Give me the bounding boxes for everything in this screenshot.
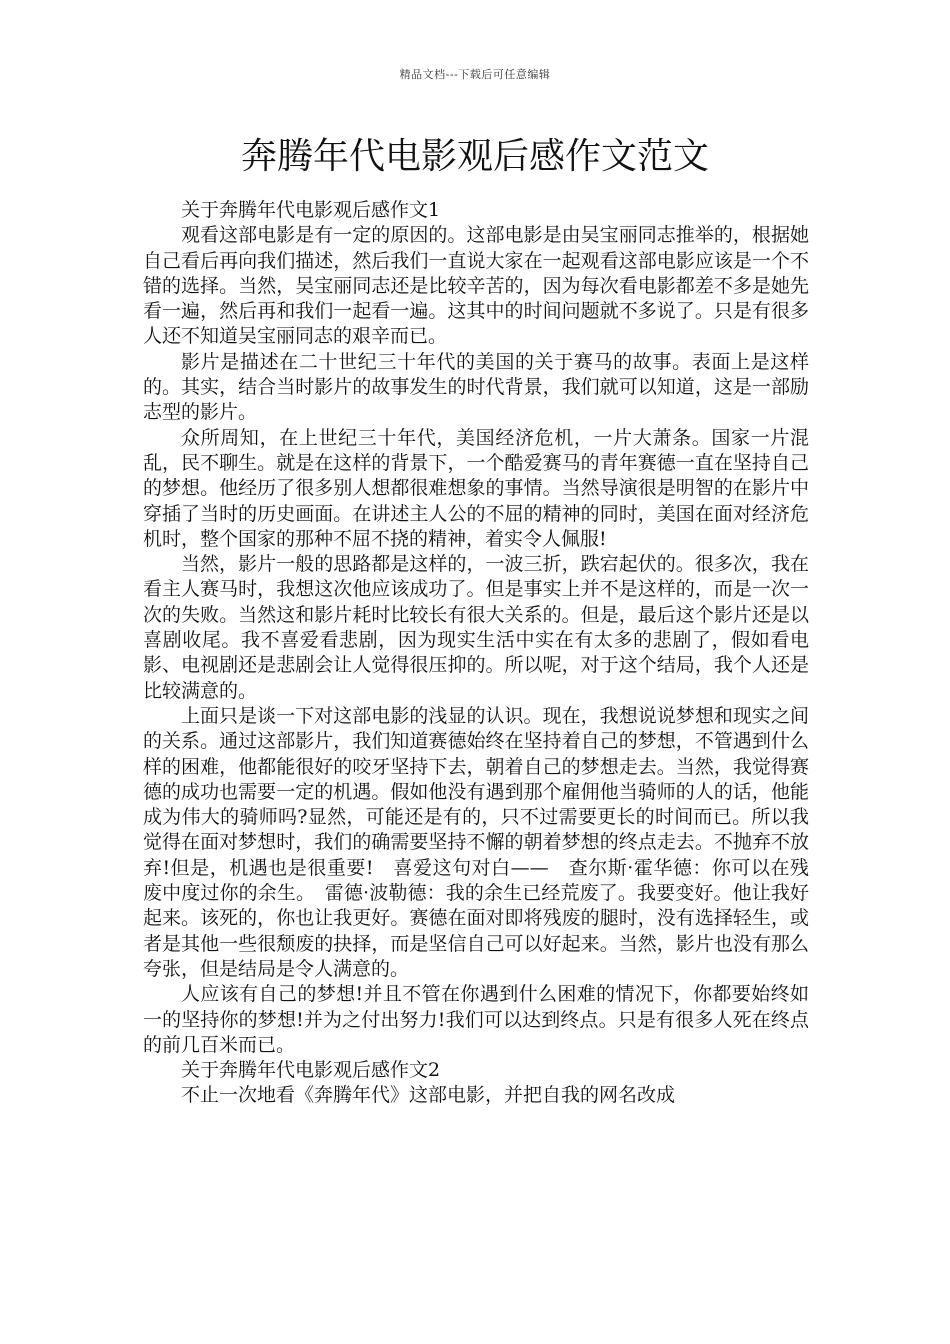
paragraph: 当然，影片一般的思路都是这样的，一波三折，跌宕起伏的。很多次，我在看主人赛马时，我想这次他应该成功了。但是事实上并不是这样的，而是一次一次的失败。当然这和影片耗时比较长有很大关系的。但是，最后这个影片还是以喜剧收尾。我不喜爱看悲剧，因为现实生活中实在有太多的悲剧了，假如看电影、电视剧还是悲剧会让人觉得很压抑的。所以呢，对于这个结局，我个人还是比较满意的。 — [143, 553, 809, 702]
paragraph: 影片是描述在二十世纪三十年代的美国的关于赛马的故事。表面上是这样的。其实，结合当时影片的故事发生的时代背景，我们就可以知道，这是一部励志型的影片。 — [143, 350, 809, 424]
section-heading: 关于奔腾年代电影观后感作文1 — [181, 199, 441, 221]
paragraph: 上面只是谈一下对这部电影的浅显的认识。现在，我想说说梦想和现实之间的关系。通过这部影片，我们知道赛德始终在坚持着自己的梦想，不管遇到什么样的困难，他都能很好的咬牙坚持下去，朝着自己的梦想走去。当然，我觉得赛德的成功也需要一定的机遇。假如他没有遇到那个雇佣他当骑师的人的话，他能成为伟大的骑师吗?显然，可能还是有的，只不过需要更长的时间而已。所以我觉得在面对梦想时，我们的确需要坚持不懈的朝着梦想的终点走去。不抛弃不放弃!但是，机遇也是很重要! 喜爱这句对白—— 查尔斯·霍华德：你可以在残废中度过你的余生。 雷德·波勒德：我的余生已经荒废了。我要变好。他让我好起来。该死的，你也让我更好。赛德在面对即将残废的腿时，没有选择轻生，或者是其他一些很颓废的抉择，而是坚信自己可以好起来。当然，影片也没有那么夸张，但是结局是令人满意的。 — [143, 704, 809, 980]
paragraph: 众所周知，在上世纪三十年代，美国经济危机，一片大萧条。国家一片混乱，民不聊生。就是在这样的背景下，一个酷爱赛马的青年赛德一直在坚持自己的梦想。他经历了很多别人想都很难想象的事情。当然导演很是明智的在影片中穿插了当时的历史画面。在讲述主人公的不屈的精神的同时，美国在面对经济危机时，整个国家的那种不屈不挠的精神，着实令人佩服! — [143, 426, 809, 550]
paragraph: 人应该有自己的梦想!并且不管在你遇到什么困难的情况下，你都要始终如一的坚持你的梦想!并为之付出努力!我们可以达到终点。只是有很多人死在终点的前几百米而已。 — [143, 983, 809, 1056]
document-body — [143, 198, 809, 1109]
paragraph: 不止一次地看《奔腾年代》这部电影，并把自我的网名改成 — [181, 1084, 676, 1107]
paragraph: 观看这部电影是有一定的原因的。这部电影是由吴宝丽同志推举的，根据她自己看后再向我们描述，然后我们一直说大家在一起观看这部电影应该是一个不错的选择。当然，吴宝丽同志还是比较辛苦的，因为每次看电影都差不多是她先看一遍，然后再和我们一起看一遍。这其中的时间问题就不多说了。只是有很多人还不知道吴宝丽同志的艰辛而已。 — [143, 224, 809, 348]
section-heading: 关于奔腾年代电影观后感作文2 — [181, 1059, 441, 1082]
document-title: 奔腾年代电影观后感作文范文 — [240, 136, 709, 177]
page-header-note: 精品文档---下载后可任意编辑 — [399, 68, 551, 81]
